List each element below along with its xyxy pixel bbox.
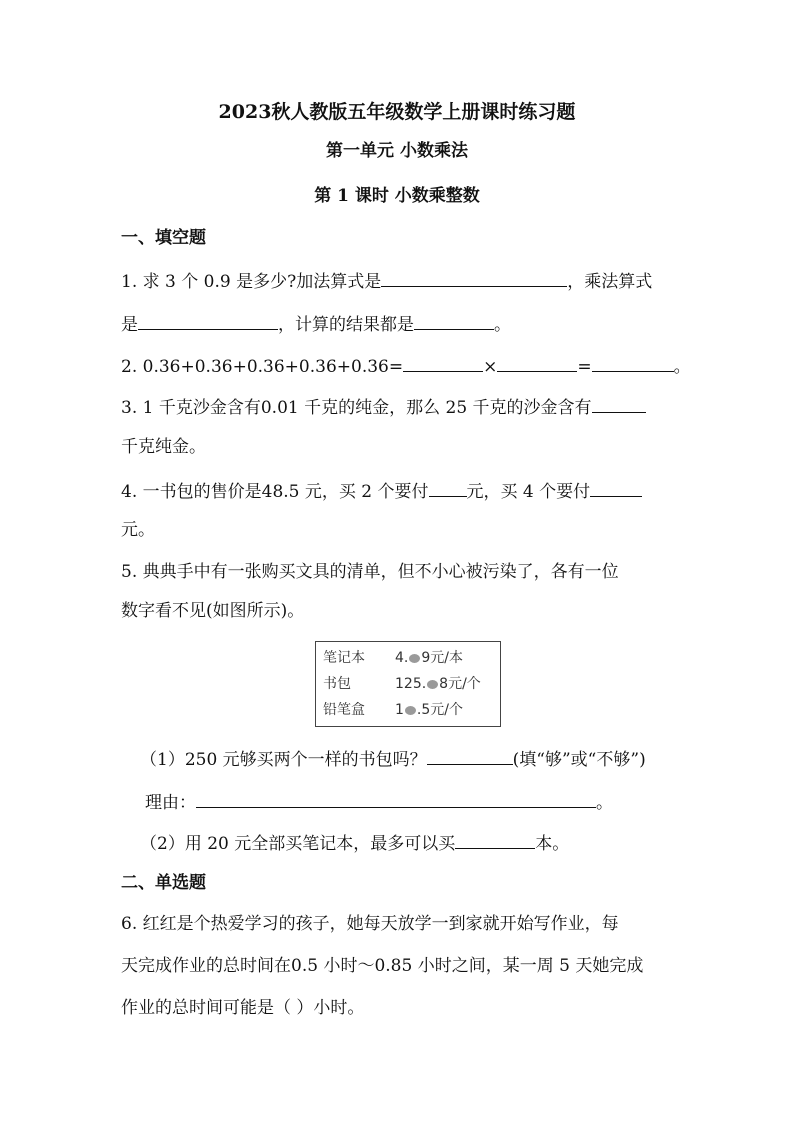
question-4-text-b: 元，买 4 个要付 — [466, 482, 591, 502]
q4-blank-1[interactable] — [429, 478, 467, 497]
q2-blank-2[interactable] — [497, 353, 577, 372]
question-5-part-2 — [140, 830, 569, 855]
price-suffix: 8元/个 — [439, 676, 481, 692]
q5-reason-blank[interactable] — [196, 789, 596, 808]
question-5-part-2-end: 本。 — [535, 834, 570, 854]
question-5-part-2-text: （2）用 20 元全部买笔记本，最多可以买 — [140, 834, 456, 854]
stain-blot-icon — [409, 654, 420, 663]
q1-result-blank[interactable] — [414, 311, 494, 330]
stain-blot-icon — [405, 706, 416, 715]
question-2-times: × — [483, 357, 498, 377]
price-prefix: 4. — [395, 650, 409, 666]
q5-part-2-blank[interactable] — [455, 830, 535, 849]
price-suffix: .5元/个 — [416, 702, 463, 718]
receipt-item-price — [395, 647, 463, 669]
page-title: 2023秋人教版五年级数学上册课时练习题 — [218, 101, 576, 123]
question-3-text: 3. 1 千克沙金含有0.01 千克的纯金，那么 25 千克的沙金含有 — [121, 398, 592, 418]
question-4-line-2: 元。 — [121, 520, 155, 540]
q5-part-1-blank[interactable] — [427, 746, 513, 765]
lesson-heading: 第 1 课时 小数乘整数 — [314, 186, 480, 206]
q1-addition-blank[interactable] — [381, 268, 567, 287]
price-suffix: 9元/本 — [421, 650, 463, 666]
price-prefix: 125. — [395, 676, 427, 692]
receipt-row — [316, 673, 502, 695]
question-1-line-1 — [121, 268, 652, 293]
receipt-item-name: 书包 — [323, 676, 351, 692]
unit-heading: 第一单元 小数乘法 — [326, 141, 468, 161]
q3-blank[interactable] — [592, 394, 646, 413]
question-4-text-a: 4. 一书包的售价是48.5 元，买 2 个要付 — [121, 482, 429, 502]
section-heading-fill: 一、填空题 — [121, 228, 206, 248]
question-1-text-e: 。 — [494, 315, 511, 335]
question-6-line-2: 天完成作业的总时间在0.5 小时～0.85 小时之间，某一周 5 天她完成 — [121, 956, 644, 976]
question-3-line-1 — [121, 394, 646, 419]
reason-end: 。 — [596, 793, 613, 813]
stain-blot-icon — [427, 680, 438, 689]
question-1-line-2 — [121, 311, 511, 336]
price-prefix: 1 — [395, 702, 404, 718]
receipt-item-price — [395, 699, 463, 721]
question-5-part-1-text: （1）250 元够买两个一样的书包吗？ — [140, 750, 427, 770]
question-2 — [121, 353, 691, 378]
question-1-text-d: ，计算的结果都是 — [278, 315, 414, 335]
section-heading-choice: 二、单选题 — [121, 873, 206, 893]
question-5-line-2: 数字看不见(如图所示)。 — [121, 601, 305, 621]
receipt-row — [316, 647, 502, 669]
reason-label: 理由： — [145, 793, 196, 813]
q1-multiplication-blank[interactable] — [138, 311, 278, 330]
q4-blank-2[interactable] — [590, 478, 642, 497]
receipt-row — [316, 699, 502, 721]
question-4-line-1 — [121, 478, 642, 503]
q2-blank-1[interactable] — [403, 353, 483, 372]
question-2-text-a: 2. 0.36+0.36+0.36+0.36+0.36= — [121, 357, 404, 377]
receipt-item-name: 铅笔盒 — [323, 702, 365, 718]
question-1-text-b: ，乘法算式 — [567, 272, 653, 292]
receipt-item-price — [395, 673, 481, 695]
question-2-equals: = — [577, 357, 592, 377]
question-1-text-c: 是 — [121, 315, 138, 335]
question-5-reason — [145, 789, 613, 814]
question-6-line-3: 作业的总时间可能是（ ）小时。 — [121, 998, 365, 1018]
question-5-line-1: 5. 典典手中有一张购买文具的清单，但不小心被污染了，各有一位 — [121, 562, 619, 582]
question-5-part-1-hint: (填“够”或“不够”) — [512, 750, 646, 770]
question-5-part-1 — [140, 746, 646, 771]
question-2-end: 。 — [673, 357, 691, 377]
question-6-line-1: 6. 红红是个热爱学习的孩子，她每天放学一到家就开始写作业，每 — [121, 914, 619, 934]
shopping-receipt — [315, 641, 501, 727]
receipt-item-name: 笔记本 — [323, 650, 365, 666]
question-3-line-2: 千克纯金。 — [121, 437, 206, 457]
question-1-text-a: 1. 求 3 个 0.9 是多少?加法算式是 — [121, 272, 382, 292]
q2-blank-3[interactable] — [592, 353, 674, 372]
